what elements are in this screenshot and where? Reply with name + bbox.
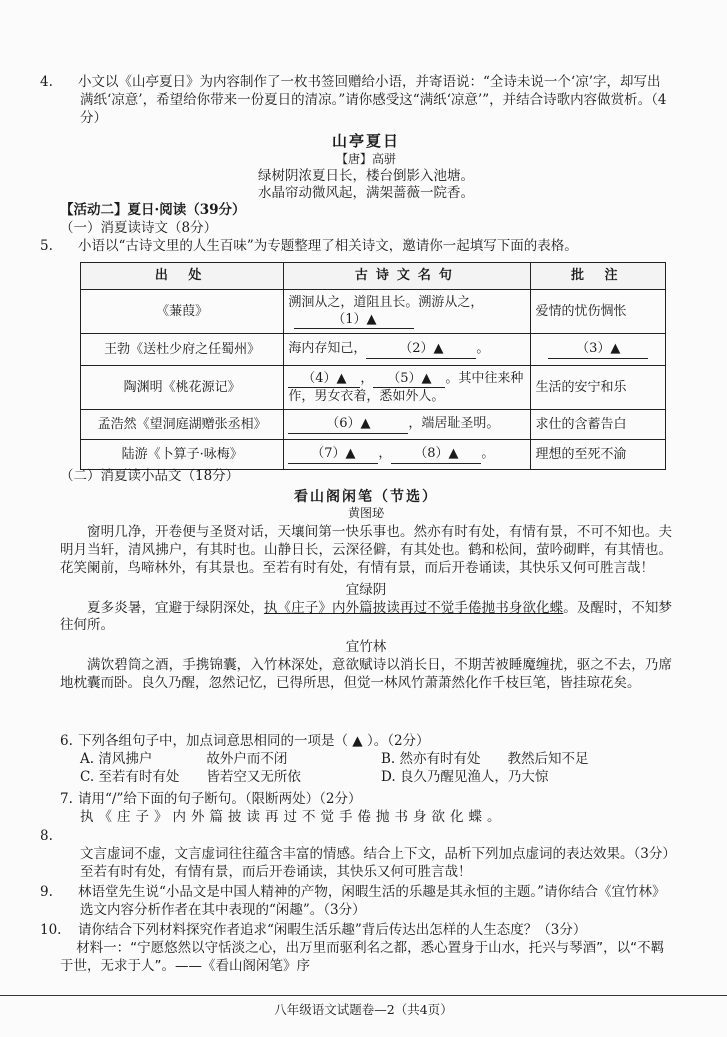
source-cell: 王勃《送杜少府之任蜀州》 bbox=[81, 334, 284, 366]
line-text: 。 bbox=[481, 446, 495, 462]
answer-blank[interactable]: （8）▲ bbox=[391, 445, 481, 463]
column-header-note: 批 注 bbox=[531, 263, 666, 290]
option-d[interactable]: D. 良久乃醒见渔人，乃大惊 bbox=[381, 768, 549, 785]
question-number: 7. bbox=[60, 791, 73, 807]
poem-title: 山亭夏日 bbox=[331, 132, 400, 150]
question-7 bbox=[60, 791, 672, 827]
note-cell: 求仕的含蓄告白 bbox=[531, 410, 666, 440]
note-cell: 生活的安宁和乐 bbox=[531, 366, 666, 410]
question-5 bbox=[40, 237, 672, 256]
answer-blank[interactable]: （2）▲ bbox=[366, 340, 476, 358]
table-header-row bbox=[81, 263, 666, 290]
answer-blank[interactable]: （5）▲ bbox=[373, 370, 445, 388]
answer-blank[interactable]: （6）▲ bbox=[288, 415, 408, 433]
source-cell: 孟浩然《望洞庭湖赠张丞相》 bbox=[81, 410, 284, 440]
line-cell bbox=[284, 410, 531, 440]
essay-subtitle-2: 宜竹林 bbox=[345, 639, 387, 656]
part-2-title: （二）消夏读小品文（18分） bbox=[60, 468, 240, 484]
question-sentence: 至若有时有处，有情有景，而后开卷诵读，其快乐又何可胜言哉！ bbox=[80, 863, 472, 880]
essay-paragraph-2 bbox=[60, 600, 672, 636]
line-cell bbox=[284, 334, 531, 366]
question-number: 10. bbox=[40, 922, 62, 938]
essay-title: 看山阁闲笔（节选） bbox=[294, 489, 438, 505]
poetry-table bbox=[80, 262, 666, 470]
question-9 bbox=[40, 884, 672, 920]
essay-paragraph-1: 窗明几净，开卷便与圣贤对话，天壤间第一快乐事也。然亦有时有处，有情有景，不可不知也。夫明月当轩，清风拂户，有其时也。山静日长，云深径僻，有其处也。鹤和松间，萤吟砌畔，有其情也。花笑阑前，鸟啼林外，有其景也。至若有时有处，有情有景，而后开卷诵读，其快乐又何可胜言哉！ bbox=[60, 524, 672, 576]
question-10 bbox=[40, 922, 672, 975]
underlined-sentence: 执《庄子》内外篇披读再过不觉手倦抛书身欲化蝶 bbox=[263, 599, 564, 616]
paragraph-text: 。及醒时，不知梦往何所。 bbox=[60, 599, 673, 634]
table-row bbox=[81, 334, 666, 366]
answer-blank[interactable]: （4）▲ bbox=[288, 370, 360, 388]
question-text: 请你结合下列材料探究作者追求“闲暇生活乐趣”背后传达出怎样的人生态度？（3分） bbox=[78, 922, 587, 938]
line-text: 。 bbox=[476, 341, 490, 357]
line-text: 。其中往来种作，男女衣着，悉如外人。 bbox=[288, 370, 524, 404]
essay bbox=[60, 488, 672, 693]
material-1: 材料一：“宁愿悠然以守恬淡之心，出万里而驱利名之都，悉心置身于山水，托兴与琴酒”，以“不羁于世，无求于人”。——《看山阁闲笔》序 bbox=[60, 939, 665, 974]
poem-line-1: 绿树阴浓夏日长，楼台倒影入池塘。 bbox=[258, 167, 474, 184]
question-text: 下列各组句子中，加点词意思相同的一项是（ ▲ ）。（2分） bbox=[78, 733, 430, 749]
question-text: 文言虚词不虚，文言虚词往往蕴含丰富的情感。结合上下文，品析下列加点虚词的表达效果。（3分） bbox=[80, 845, 676, 862]
part-1-title: （一）消夏读诗文（8分） bbox=[60, 219, 218, 236]
question-6 bbox=[60, 733, 672, 786]
column-header-source: 出 处 bbox=[81, 263, 284, 290]
question-text: 小语以“古诗文里的人生百味”为专题整理了相关诗文，邀请你一起填写下面的表格。 bbox=[78, 237, 578, 254]
paragraph-text: 夏多炎暑，宜避于绿阴深处， bbox=[87, 599, 264, 616]
poem-line-2: 水晶帘动微风起，满架蔷薇一院香。 bbox=[258, 185, 474, 202]
line-cell: （7）▲ ， （8）▲ 。 bbox=[284, 440, 531, 470]
note-cell bbox=[531, 334, 666, 366]
table-row bbox=[81, 440, 666, 470]
answer-blank[interactable]: （3）▲ bbox=[548, 340, 648, 358]
poem-author: 【唐】高骈 bbox=[335, 151, 396, 166]
answer-blank[interactable]: （7）▲ bbox=[288, 445, 378, 463]
note-cell: 爱情的忧伤惆怅 bbox=[531, 290, 666, 334]
column-header-line: 古诗文名句 bbox=[284, 263, 531, 290]
poem bbox=[60, 132, 672, 203]
line-cell bbox=[284, 290, 531, 334]
question-4 bbox=[40, 74, 672, 127]
question-number: 4. bbox=[40, 74, 53, 90]
question-text: 小文以《山亭夏日》为内容制作了一枚书签回赠给小语，并寄语说：“全诗未说一个‘凉’字，却写出满纸‘凉意’，希望给你带来一份夏日的清凉。”请你感受这“满纸‘凉意’”，并结合诗歌内容做赏析。（4分） bbox=[78, 74, 667, 126]
source-cell: 《蒹葭》 bbox=[81, 290, 284, 334]
question-number: 5. bbox=[40, 237, 53, 254]
table-row bbox=[81, 366, 666, 410]
table-row bbox=[81, 290, 666, 334]
options bbox=[60, 751, 672, 787]
activity-2-heading bbox=[40, 202, 672, 255]
source-cell: 陆游《卜算子·咏梅》 bbox=[81, 440, 284, 470]
part-2 bbox=[60, 468, 672, 486]
page-footer: 八年级语文试题卷—2（共4页） bbox=[274, 1002, 453, 1017]
line-text: ，端居耻圣明。 bbox=[408, 416, 500, 432]
option-a[interactable]: A. 清风拂户 故外户而不闭 bbox=[80, 750, 288, 767]
activity-2-title: 【活动二】夏日·阅读（39分） bbox=[60, 202, 246, 218]
line-text: 溯洄从之，道阻且长。溯游从之， bbox=[288, 294, 484, 310]
line-cell: （4）▲ ， （5）▲ 。其中往来种作，男女衣着，悉如外人。 bbox=[284, 366, 531, 410]
line-text: 海内存知己， bbox=[288, 341, 367, 357]
question-text: 请用“/”给下面的句子断句。（限断两处）（2分） bbox=[78, 791, 362, 807]
option-c[interactable]: C. 至若有时有处 皆若空又无所依 bbox=[80, 768, 301, 785]
question-number: 6. bbox=[60, 733, 73, 749]
essay-subtitle-1: 宜绿阴 bbox=[345, 581, 387, 598]
essay-paragraph-3: 满饮碧筒之酒，手携锦囊，入竹林深处，意欲赋诗以消长日，不期苦被睡魔缠扰，驱之不去，乃席地枕囊而卧。良久乃醒，忽然记忆，已得所思，但觉一林风竹萧萧然化作千枝巨笔，皆挂琼花矣。 bbox=[60, 656, 672, 691]
essay-author: 黄图珌 bbox=[347, 506, 384, 521]
note-cell: 理想的至死不渝 bbox=[531, 440, 666, 470]
question-8 bbox=[40, 828, 676, 881]
source-cell: 陶渊明《桃花源记》 bbox=[81, 366, 284, 410]
question-text: 林语堂先生说“小品文是中国人精神的产物，闲暇生活的乐趣是其永恒的主题。”请你结合《宜竹林》选文内容分析作者在其中表现的“闲趣”。（3分） bbox=[78, 884, 666, 918]
table-row bbox=[81, 410, 666, 440]
question-number: 9. bbox=[40, 884, 53, 900]
question-sentence: 执《庄子》内外篇披读再过不觉手倦抛书身欲化蝶。 bbox=[80, 808, 506, 825]
answer-blank[interactable]: （1）▲ bbox=[294, 311, 414, 329]
footer-divider bbox=[0, 995, 727, 996]
option-b[interactable]: B. 然亦有时有处 教然后知不足 bbox=[381, 750, 589, 767]
question-number: 8. bbox=[40, 828, 53, 844]
